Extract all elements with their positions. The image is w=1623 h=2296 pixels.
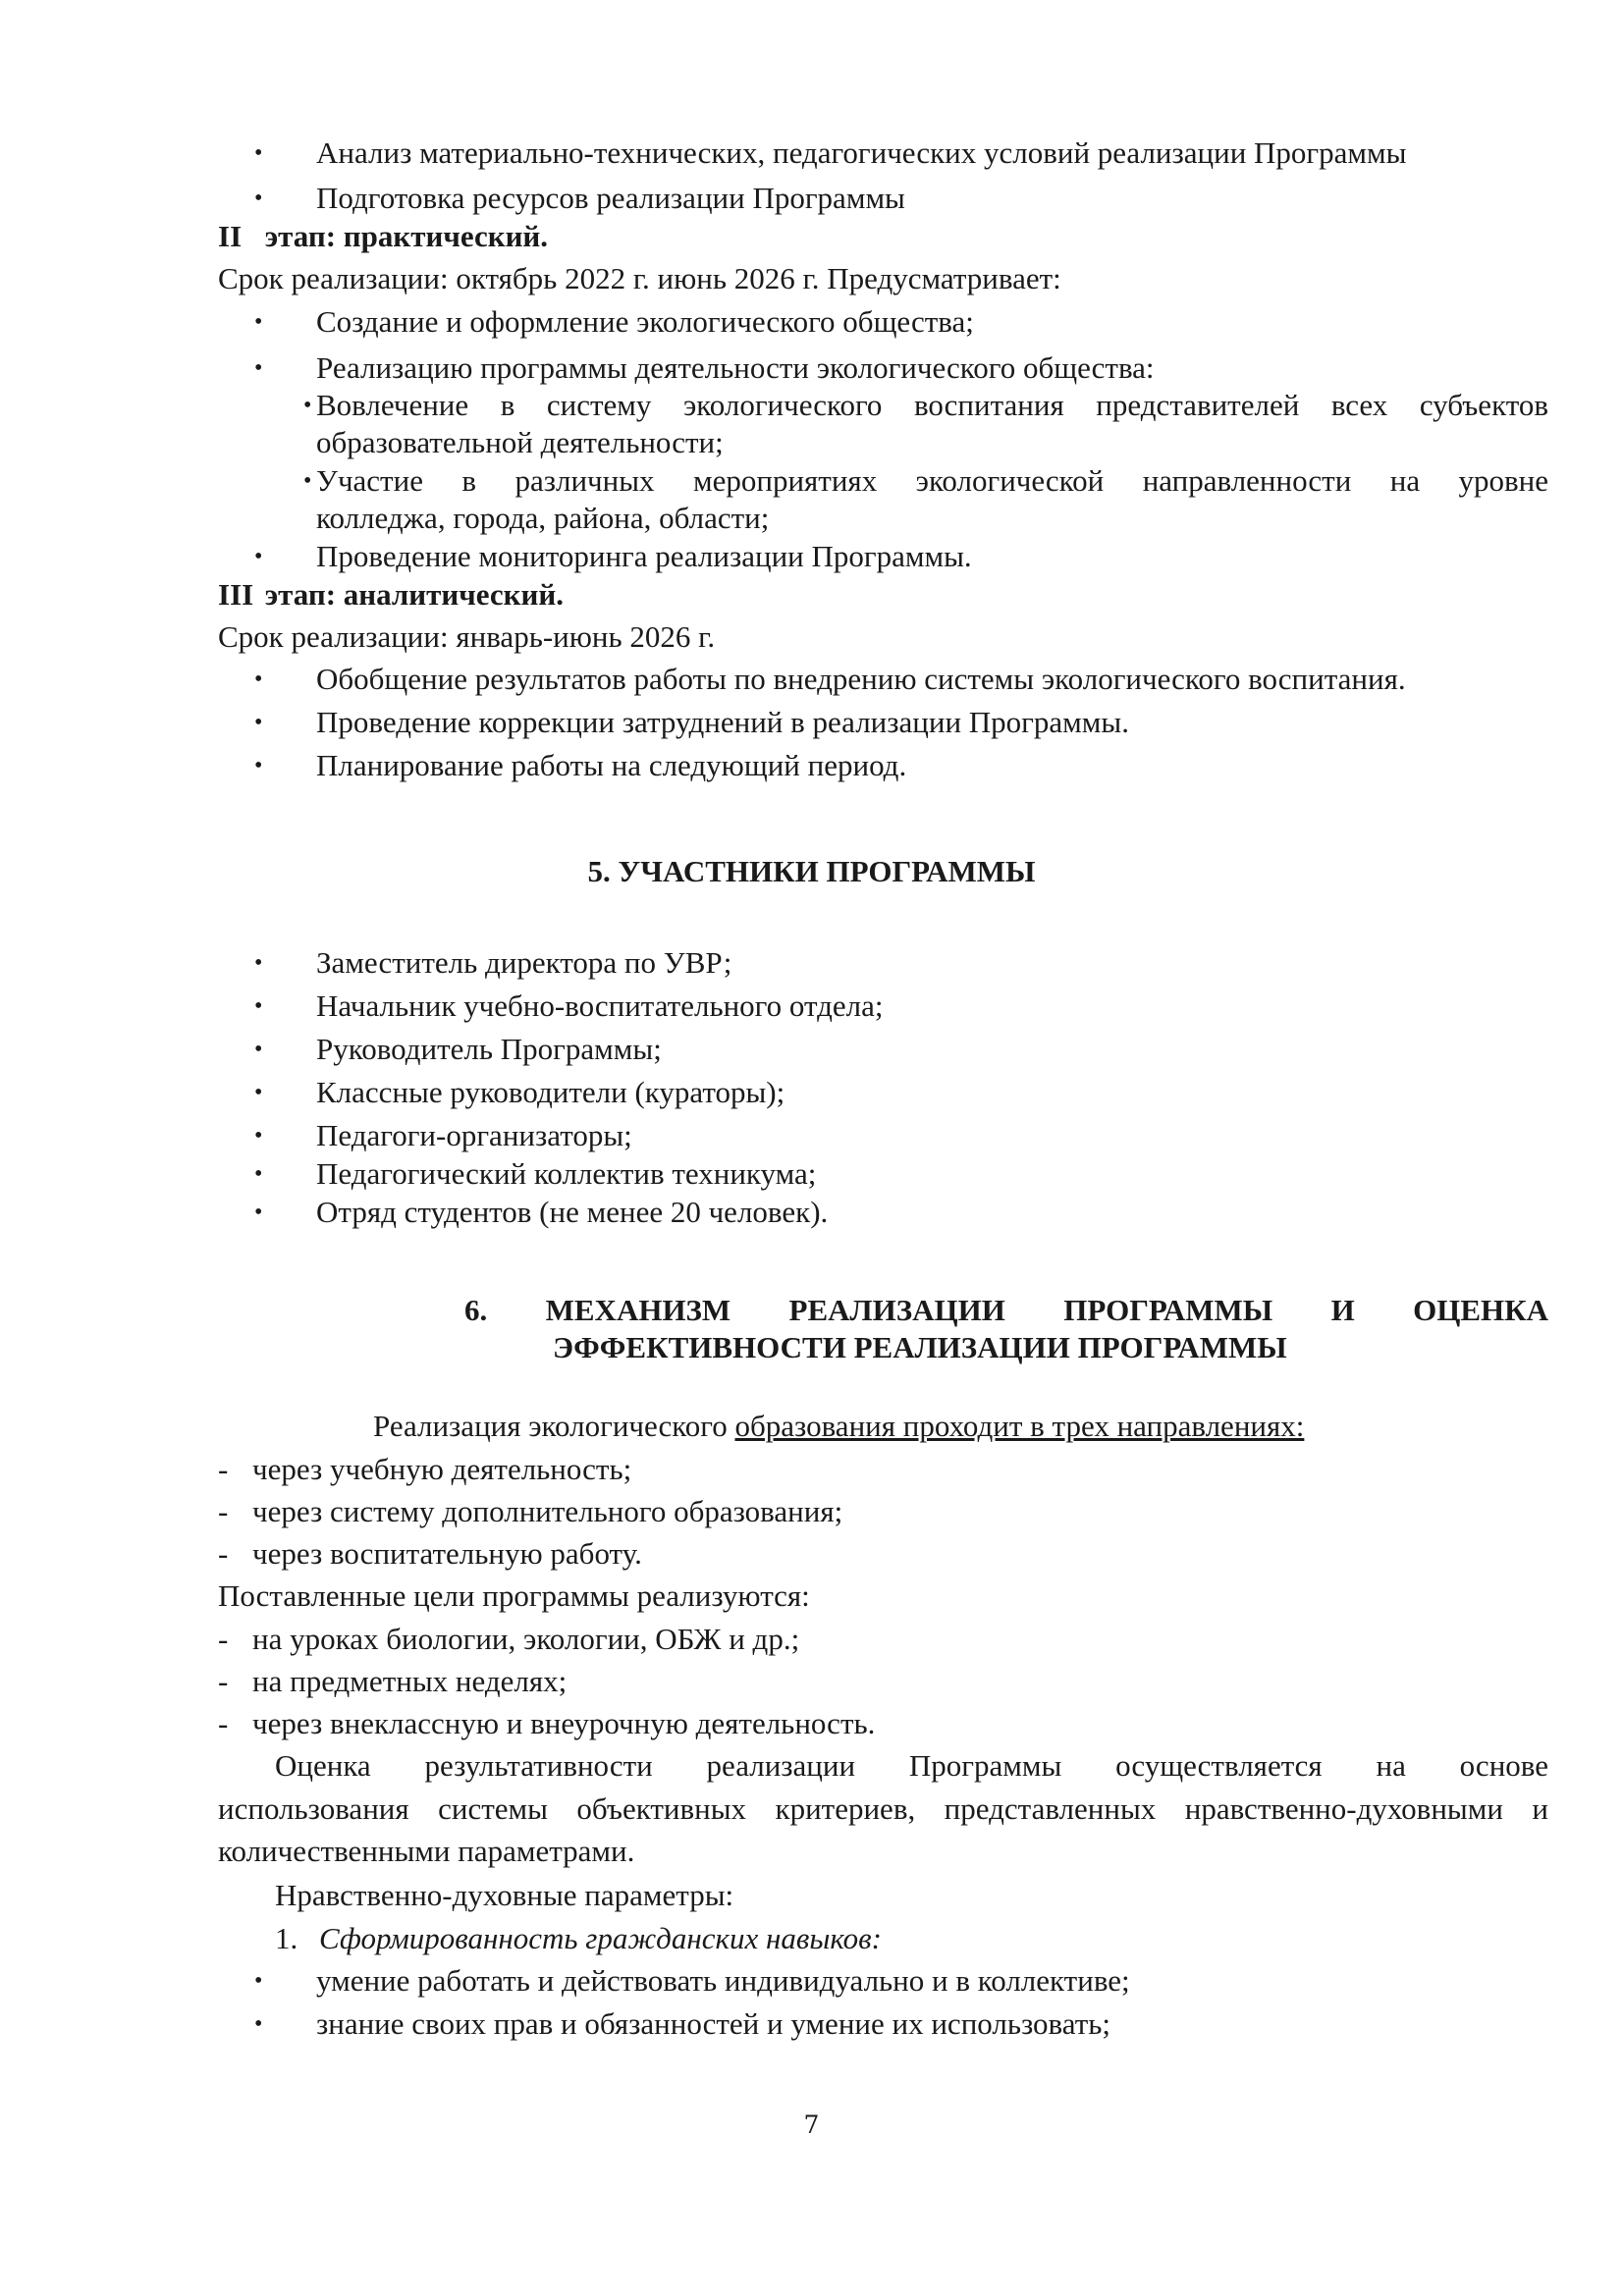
section-heading: 6. МЕХАНИЗМ РЕАЛИЗАЦИИ ПРОГРАММЫ И ОЦЕНКА (464, 1293, 1548, 1327)
dash-item: - через воспитательную работу. (218, 1536, 642, 1571)
list-item: • умение работать и действовать индивидуально и в коллективе; (267, 1961, 1597, 2001)
list-item: • Вовлечение в систему экологического воспитания представителей всех субъектов (316, 386, 1548, 425)
list-item: • Проведение коррекции затруднений в реализации Программы. (267, 703, 1597, 742)
stage-heading: III этап: аналитический. (218, 577, 564, 612)
paragraph-line: Оценка результативности реализации Программы осуществляется на основе (275, 1748, 1548, 1783)
numbered-item: 1. Сформированность гражданских навыков: (275, 1921, 882, 1955)
list-item: • Заместитель директора по УВР; (267, 943, 1597, 983)
dash-item: - через внеклассную и внеурочную деятельность. (218, 1706, 876, 1740)
paragraph: Реализация экологического образования проходит в трех направлениях: (373, 1409, 1305, 1443)
stage-term: Срок реализации: октябрь 2022 г. июнь 2026 г. Предусматривает: (218, 261, 1061, 295)
list-item: • Отряд студентов (не менее 20 человек). (267, 1193, 1597, 1232)
stage-heading: II этап: практический. (218, 219, 549, 253)
page-number: 7 (803, 2110, 820, 2139)
list-item: • Классные руководители (кураторы); (267, 1073, 1597, 1112)
paragraph-line: использования системы объективных критериев, представленных нравственно-духовными и (218, 1791, 1548, 1826)
list-item: • Руководитель Программы; (267, 1030, 1597, 1069)
paragraph: Нравственно-духовные параметры: (275, 1878, 734, 1912)
list-item: • Создание и оформление экологического общества; (267, 302, 1597, 342)
list-item: • Участие в различных мероприятиях экологической направленности на уровне (316, 461, 1548, 501)
stage-term: Срок реализации: январь-июнь 2026 г. (218, 619, 716, 654)
list-item: • Проведение мониторинга реализации Программы. (267, 537, 1597, 576)
dash-item: - на предметных неделях; (218, 1664, 568, 1698)
list-item: • Реализацию программы деятельности экологического общества: (267, 348, 1597, 388)
dash-item: - через учебную деятельность; (218, 1452, 632, 1486)
list-item: • Планирование работы на следующий период. (267, 746, 1597, 785)
list-item: • Обобщение результатов работы по внедрению системы экологического воспитания. (267, 660, 1597, 699)
section-heading-line2: ЭФФЕКТИВНОСТИ РЕАЛИЗАЦИИ ПРОГРАММЫ (553, 1330, 1287, 1364)
section-heading: 5. УЧАСТНИКИ ПРОГРАММЫ (587, 854, 1036, 888)
list-item: • знание своих прав и обязанностей и умение их использовать; (267, 2004, 1597, 2044)
list-item: • Анализ материально-технических, педагогических условий реализации Программы (267, 133, 1597, 173)
paragraph: Поставленные цели программы реализуются: (218, 1578, 810, 1613)
list-item-continuation: образовательной деятельности; (316, 425, 724, 459)
list-item-continuation: колледжа, города, района, области; (316, 501, 770, 535)
list-item: • Начальник учебно-воспитательного отдела; (267, 987, 1597, 1026)
dash-item: - через систему дополнительного образования; (218, 1494, 843, 1528)
paragraph-line: количественными параметрами. (218, 1834, 635, 1868)
list-item: • Подготовка ресурсов реализации Программы (267, 179, 1597, 218)
list-item: • Педагоги-организаторы; (267, 1116, 1597, 1155)
list-item: • Педагогический коллектив техникума; (267, 1154, 1597, 1194)
dash-item: - на уроках биологии, экологии, ОБЖ и др.; (218, 1622, 800, 1656)
